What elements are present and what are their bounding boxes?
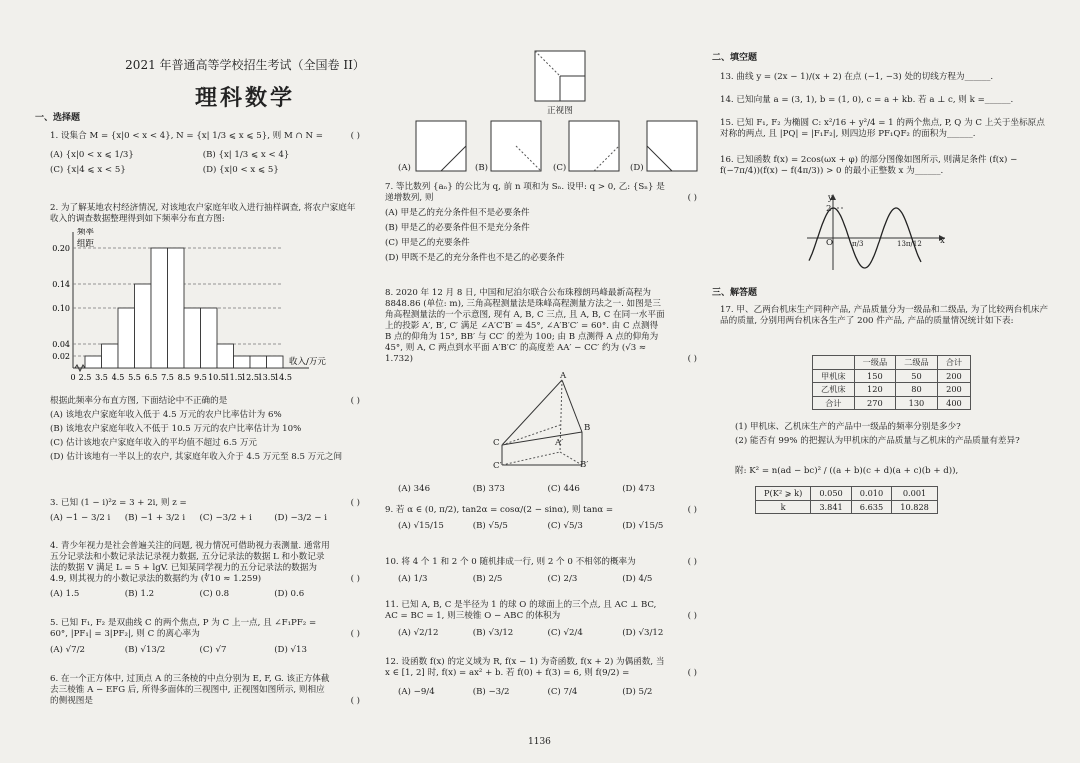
table-cell: 400 bbox=[937, 396, 970, 410]
q9-option-a: (A) √15/15 bbox=[398, 521, 444, 531]
question-8 bbox=[385, 288, 697, 365]
q4-option-a: (A) 1.5 bbox=[50, 589, 80, 599]
question-16: 16. 已知函数 f(x) = 2cos(ωx + φ) 的部分图像如图所示, 则满足条件 (f(x) − f(−7π/4))(f(x) − f(4π/3)) > 0 的最小正整数 x 为______. bbox=[720, 155, 1018, 176]
q7-option-d: (D) 甲既不是乙的充分条件也不是乙的必要条件 bbox=[385, 253, 565, 263]
q7-option-c: (C) 甲是乙的充要条件 bbox=[385, 238, 470, 248]
q4-option-c: (C) 0.8 bbox=[199, 589, 230, 599]
q8-option-a: (A) 346 bbox=[398, 484, 431, 494]
q8-options bbox=[398, 484, 698, 495]
q12-option-b: (B) −3/2 bbox=[472, 687, 510, 697]
question-3 bbox=[50, 498, 360, 524]
page-number: 1136 bbox=[528, 737, 551, 747]
histogram-bar bbox=[168, 248, 185, 368]
x-tick-label: 3.5 bbox=[95, 373, 108, 382]
table-row bbox=[756, 487, 938, 501]
question-14: 14. 已知向量 a = (3, 1), b = (1, 0), c = a + kb. 若 a ⊥ c, 则 k =______. bbox=[720, 95, 1014, 105]
q5-stem: 5. 已知 F₁, F₂ 是双曲线 C 的两个焦点, P 为 C 上一点, 且 ∠F₁PF₂ = 60°, |PF₁| = 3|PF₂|, 则 C 的离心率为 bbox=[50, 618, 317, 639]
fig8-label-ap: A′ bbox=[555, 438, 564, 448]
table-cell: 3.841 bbox=[811, 500, 851, 514]
option-b-view bbox=[490, 120, 542, 172]
q2-option-a: (A) 该地农户家庭年收入低于 4.5 万元的农户比率估计为 6% bbox=[50, 410, 282, 420]
table-cell: 10.828 bbox=[892, 500, 938, 514]
x-tick-label: 6.5 bbox=[144, 373, 158, 382]
q3-option-d: (D) −3/2 − i bbox=[274, 513, 327, 523]
histogram-bar bbox=[184, 308, 201, 368]
table-row bbox=[756, 500, 938, 514]
table-cell: 0.010 bbox=[851, 487, 891, 501]
x-tick-label: 7.5 bbox=[161, 373, 174, 382]
q6-stem: 6. 在一个正方体中, 过顶点 A 的三条棱的中点分别为 E, F, G. 该正方体截去三棱锥 A − EFG 后, 所得多面体的三视图中, 正视图如图所示, 则相应的侧视图是 bbox=[50, 674, 330, 706]
x-tick-label: 5.5 bbox=[128, 373, 141, 382]
q9-option-d: (D) √15/5 bbox=[622, 521, 664, 531]
x-tick-label: 10.5 bbox=[208, 373, 226, 382]
y-tick-label: 0.04 bbox=[52, 340, 70, 349]
q10-option-a: (A) 1/3 bbox=[398, 574, 428, 584]
quality-table bbox=[812, 355, 971, 410]
q4-option-d: (D) 0.6 bbox=[274, 589, 305, 599]
table-cell: k bbox=[756, 500, 811, 514]
q1-option-a: (A) {x|0 < x ⩽ 1/3} bbox=[50, 150, 134, 160]
table-header-cell: 一级品 bbox=[854, 356, 896, 370]
question-6 bbox=[50, 674, 360, 707]
fig6-label-b: (B) bbox=[475, 163, 489, 173]
x-tick-label: 4.5 bbox=[111, 373, 125, 382]
front-view-label: 正视图 bbox=[547, 106, 573, 116]
q1-stem: 1. 设集合 M = {x|0 < x < 4}, N = {x| 1/3 ⩽ x ⩽ 5}, 则 M ∩ N = bbox=[50, 131, 323, 141]
q5-option-a: (A) √7/2 bbox=[50, 645, 85, 655]
table-row bbox=[813, 369, 971, 383]
table-cell: 80 bbox=[896, 383, 938, 397]
fig16-tick-2: 13π/12 bbox=[897, 240, 922, 248]
histogram-bar bbox=[234, 356, 251, 368]
subject-title: 理科数学 bbox=[194, 85, 295, 111]
question-11 bbox=[385, 600, 697, 639]
table-header-cell: 合计 bbox=[937, 356, 970, 370]
question-12 bbox=[385, 657, 697, 698]
question-9 bbox=[385, 505, 697, 532]
table-row bbox=[813, 396, 971, 410]
table-header-cell bbox=[813, 356, 855, 370]
question-2-options bbox=[50, 396, 360, 463]
q12-paren: ( ) bbox=[687, 668, 697, 678]
q12-option-c: (C) 7/4 bbox=[547, 687, 578, 697]
histogram-bar bbox=[135, 284, 152, 368]
q4-stem: 4. 青少年视力是社会普遍关注的问题, 视力情况可借助视力表测量. 通常用五分记录法和小数记录法记录视力数据, 五分记录法的数据 L 和小数记录法的数据 V 满足 L = 5 + lgV. 已知某同学视力的五分记录法的数据为 4.9, 则其视力的小数记录法的数据约为 (∜10 ≈ 1.259) bbox=[50, 541, 330, 584]
table-cell: 乙机床 bbox=[813, 383, 855, 397]
q5-option-c: (C) √7 bbox=[199, 645, 227, 655]
critical-value-table bbox=[755, 486, 938, 514]
x-tick-label: 11.5 bbox=[224, 373, 243, 382]
q17-formula: 附: K² = n(ad − bc)² / ((a + b)(c + d)(a + c)(b + d)), bbox=[735, 466, 959, 476]
x-tick-label: 0 bbox=[70, 373, 76, 382]
q4-paren: ( ) bbox=[350, 574, 360, 584]
q8-stem: 8. 2020 年 12 月 8 日, 中国和尼泊尔联合公布珠穆朗玛峰最新高程为 8848.86 (单位: m), 三角高程测量法是珠峰高程测量方法之一. 如图是三角高程测量法的一个示意图, 现有 A, B, C 三点, 且 A, B, C 在同一水平面上的投影 A′, B′, C′ 满足 ∠A′C′B′ = 45°, ∠A′B′C′ = 60°. 由 C 点测得 B 点的仰角为 15°, BB′ 与 CC′ 的差为 100; 由 B 点测得 A 点的仰角为 45°, 则 A, C 两点到水平面 A′B′C′ 的高度差 AA′ − CC′ 约为 (√3 ≈ 1.732) bbox=[385, 288, 665, 364]
x-tick-label: 13.5 bbox=[257, 373, 276, 382]
y-tick-label: 0.02 bbox=[52, 352, 70, 361]
q5-paren: ( ) bbox=[350, 629, 360, 639]
table-header-row bbox=[813, 356, 971, 370]
question-10 bbox=[385, 557, 697, 585]
table-cell: 甲机床 bbox=[813, 369, 855, 383]
q11-paren: ( ) bbox=[687, 611, 697, 621]
q12-stem: 12. 设函数 f(x) 的定义域为 R, f(x − 1) 为奇函数, f(x + 2) 为偶函数, 当 x ∈ [1, 2] 时, f(x) = ax² + b. 若 f(0) + f(3) = 6, 则 f(9/2) = bbox=[385, 657, 665, 678]
q9-option-b: (B) √5/5 bbox=[472, 521, 508, 531]
table-header-cell: 二级品 bbox=[896, 356, 938, 370]
histogram-bar bbox=[85, 356, 102, 368]
q8-option-b: (B) 373 bbox=[472, 484, 505, 494]
fig8-label-a: A bbox=[560, 371, 567, 381]
histogram-bar bbox=[151, 248, 168, 368]
q3-paren: ( ) bbox=[350, 498, 360, 508]
y-axis-label: 频率 bbox=[77, 228, 95, 237]
q4-option-b: (B) 1.2 bbox=[124, 589, 155, 599]
q2-ask: 根据此频率分布直方图, 下面结论中不正确的是 bbox=[50, 396, 228, 406]
frequency-histogram bbox=[45, 228, 365, 390]
q3-option-b: (B) −1 + 3/2 i bbox=[124, 513, 186, 523]
q8-option-c: (C) 446 bbox=[547, 484, 580, 494]
histogram-bar bbox=[217, 344, 234, 368]
q11-option-b: (B) √3/12 bbox=[472, 628, 514, 638]
q3-option-a: (A) −1 − 3/2 i bbox=[50, 513, 111, 523]
section-fill: 二、填空题 bbox=[712, 53, 758, 63]
y-tick-label: 0.20 bbox=[52, 244, 70, 253]
fig6-label-d: (D) bbox=[630, 163, 644, 173]
table-row bbox=[813, 383, 971, 397]
fig8-label-bp: B′ bbox=[580, 460, 589, 470]
q1-option-d: (D) {x|0 < x ⩽ 5} bbox=[202, 165, 279, 175]
x-tick-label: 14.5 bbox=[274, 373, 292, 382]
q2-stem: 2. 为了解某地农村经济情况, 对该地农户家庭年收入进行抽样调查, 将农户家庭年收入的调查数据整理得到如下频率分布直方图: bbox=[50, 203, 356, 224]
q5-option-d: (D) √13 bbox=[274, 645, 307, 655]
fig8-label-c: C bbox=[493, 438, 500, 448]
fig16-y-label: y bbox=[828, 193, 833, 203]
fig16-tick-1: π/3 bbox=[852, 240, 864, 248]
q1-paren: ( ) bbox=[350, 131, 360, 141]
option-d-view bbox=[646, 120, 698, 172]
option-a-view bbox=[415, 120, 467, 172]
question-5 bbox=[50, 618, 360, 656]
q2-paren: ( ) bbox=[350, 396, 360, 406]
question-17-stem: 17. 甲、乙两台机床生产同种产品, 产品质量分为一级品和二级品, 为了比较两台机床产品的质量, 分别用两台机床各生产了 200 件产品, 产品的质量情况统计如下表: bbox=[720, 305, 1049, 326]
histogram-bar bbox=[201, 308, 218, 368]
q6-paren: ( ) bbox=[350, 696, 360, 706]
q11-option-d: (D) √3/12 bbox=[622, 628, 664, 638]
q9-paren: ( ) bbox=[687, 505, 697, 515]
fig16-two-label: 2 bbox=[826, 204, 832, 214]
question-13: 13. 曲线 y = (2x − 1)/(x + 2) 在点 (−1, −3) 处的切线方程为______. bbox=[720, 72, 994, 82]
q8-option-d: (D) 473 bbox=[622, 484, 655, 494]
fig6-label-c: (C) bbox=[553, 163, 567, 173]
fig8-label-cp: C′ bbox=[493, 461, 502, 471]
fig16-origin-label: O bbox=[826, 238, 834, 248]
fig6-label-a: (A) bbox=[398, 163, 411, 173]
section-choice: 一、选择题 bbox=[35, 113, 81, 123]
question-15: 15. 已知 F₁, F₂ 为椭圆 C: x²/16 + y²/4 = 1 的两个焦点, P, Q 为 C 上关于坐标原点对称的两点, 且 |PQ| = |F₁F₂|, 则四边形 PF₁QF₂ 的面积为______. bbox=[720, 118, 1045, 139]
q2-option-d: (D) 估计该地有一半以上的农户, 其家庭年收入介于 4.5 万元至 8.5 万元之间 bbox=[50, 452, 343, 462]
histogram-bar bbox=[250, 356, 267, 368]
table-cell: 200 bbox=[937, 369, 970, 383]
q17-sub2: (2) 能否有 99% 的把握认为甲机床的产品质量与乙机床的产品质量有差异? bbox=[735, 436, 1020, 446]
question-7 bbox=[385, 182, 697, 264]
table-cell: 50 bbox=[896, 369, 938, 383]
q12-option-a: (A) −9/4 bbox=[398, 687, 435, 697]
q10-paren: ( ) bbox=[687, 557, 697, 567]
option-c-view bbox=[568, 120, 620, 172]
x-tick-label: 2.5 bbox=[78, 373, 92, 382]
table-cell: 130 bbox=[896, 396, 938, 410]
q17-sub1: (1) 甲机床、乙机床生产的产品中一级品的频率分别是多少? bbox=[735, 422, 961, 432]
table-cell: P(K² ⩾ k) bbox=[756, 487, 811, 501]
q11-option-c: (C) √2/4 bbox=[547, 628, 583, 638]
q7-option-b: (B) 甲是乙的必要条件但不是充分条件 bbox=[385, 223, 530, 233]
q7-stem: 7. 等比数列 {aₙ} 的公比为 q, 前 n 项和为 Sₙ. 设甲: q > 0, 乙: {Sₙ} 是递增数列, 则 bbox=[385, 182, 665, 203]
q7-paren: ( ) bbox=[687, 193, 697, 203]
front-view-figure bbox=[534, 50, 586, 102]
q2-option-b: (B) 该地农户家庭年收入不低于 10.5 万元的农户比率估计为 10% bbox=[50, 424, 302, 434]
x-axis-label: 收入/万元 bbox=[289, 357, 326, 367]
q11-option-a: (A) √2/12 bbox=[398, 628, 439, 638]
q10-stem: 10. 将 4 个 1 和 2 个 0 随机排成一行, 则 2 个 0 不相邻的概率为 bbox=[385, 557, 636, 567]
x-tick-label: 9.5 bbox=[194, 373, 207, 382]
q10-option-b: (B) 2/5 bbox=[472, 574, 503, 584]
q1-option-b: (B) {x| 1/3 ⩽ x < 4} bbox=[202, 150, 290, 160]
y-tick-label: 0.14 bbox=[52, 280, 70, 289]
q10-option-d: (D) 4/5 bbox=[622, 574, 653, 584]
section-answer: 三、解答题 bbox=[712, 288, 758, 298]
table-cell: 0.001 bbox=[892, 487, 938, 501]
question-1 bbox=[50, 131, 360, 176]
table-cell: 6.635 bbox=[851, 500, 891, 514]
table-cell: 0.050 bbox=[811, 487, 851, 501]
q7-option-a: (A) 甲是乙的充分条件但不是必要条件 bbox=[385, 208, 530, 218]
table-cell: 200 bbox=[937, 383, 970, 397]
question-4 bbox=[50, 541, 360, 600]
x-tick-label: 8.5 bbox=[177, 373, 191, 382]
q9-stem: 9. 若 α ∈ (0, π/2), tan2α = cosα/(2 − sinα), 则 tanα = bbox=[385, 505, 614, 515]
q5-option-b: (B) √13/2 bbox=[124, 645, 166, 655]
q12-option-d: (D) 5/2 bbox=[622, 687, 653, 697]
x-tick-label: 12.5 bbox=[241, 373, 259, 382]
q10-option-c: (C) 2/3 bbox=[547, 574, 578, 584]
fig16-x-label: x bbox=[940, 236, 945, 246]
table-cell: 270 bbox=[854, 396, 896, 410]
table-cell: 150 bbox=[854, 369, 896, 383]
histogram-bar bbox=[102, 344, 119, 368]
table-cell: 120 bbox=[854, 383, 896, 397]
y-axis-label: 组距 bbox=[77, 239, 95, 249]
histogram-bar bbox=[267, 356, 284, 368]
q9-option-c: (C) √5/3 bbox=[547, 521, 583, 531]
histogram-bar bbox=[118, 308, 135, 368]
q11-stem: 11. 已知 A, B, C 是半径为 1 的球 O 的球面上的三个点, 且 AC ⊥ BC, AC = BC = 1, 则三棱锥 O − ABC 的体积为 bbox=[385, 600, 657, 621]
y-tick-label: 0.10 bbox=[52, 304, 70, 313]
q8-paren: ( ) bbox=[687, 354, 697, 364]
q3-option-c: (C) −3/2 + i bbox=[199, 513, 252, 523]
exam-title: 2021 年普通高等学校招生考试（全国卷 II） bbox=[125, 58, 365, 72]
q3-stem: 3. 已知 (1 − i)²z = 3 + 2i, 则 z = bbox=[50, 498, 187, 508]
q1-option-c: (C) {x|4 ⩽ x < 5} bbox=[50, 165, 126, 175]
table-cell: 合计 bbox=[813, 396, 855, 410]
q2-option-c: (C) 估计该地农户家庭年收入的平均值不超过 6.5 万元 bbox=[50, 438, 258, 448]
fig8-label-b: B bbox=[584, 423, 591, 433]
